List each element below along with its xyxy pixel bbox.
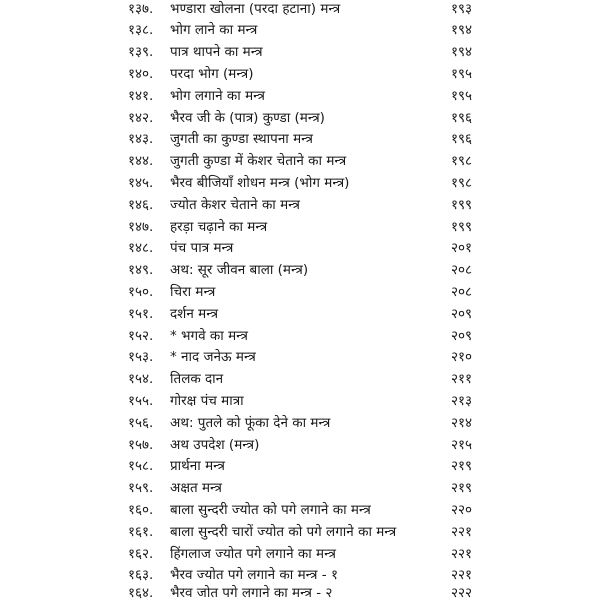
entry-number: १४३. (128, 131, 154, 148)
entry-page: २१३ (450, 392, 472, 409)
entry-number: १५४. (128, 371, 154, 388)
entry-title: प्रार्थना मन्त्र (170, 458, 225, 475)
entry-page: २१९ (450, 458, 472, 475)
entry-page: १९५ (450, 65, 472, 82)
entry-title: गोरक्ष पंच मात्रा (170, 392, 244, 409)
toc-row (0, 477, 600, 498)
entry-page: २०९ (450, 305, 472, 322)
entry-page: १९४ (450, 22, 472, 39)
entry-number: १४६. (128, 196, 154, 213)
toc-row (0, 346, 600, 367)
entry-number: १६०. (128, 501, 154, 518)
entry-page: २२१ (450, 567, 472, 584)
toc-row (0, 193, 600, 214)
toc-row (0, 128, 600, 149)
entry-page: १९८ (450, 153, 472, 170)
entry-title: बाला सुन्दरी ज्योत को पगे लगाने का मन्त्र (170, 501, 371, 518)
entry-number: १६२. (128, 545, 154, 562)
toc-row (0, 520, 600, 541)
entry-number: १४०. (128, 65, 154, 82)
entry-page: २०१ (450, 240, 472, 257)
entry-page: २१४ (450, 414, 472, 431)
entry-title: दर्शन मन्त्र (170, 305, 219, 322)
entry-number: १५०. (128, 283, 154, 300)
entry-number: १४८. (128, 240, 154, 257)
entry-title: भैरव बीजियाँ शोधन मन्त्र (भोग मन्त्र) (170, 174, 350, 191)
toc-row (0, 455, 600, 476)
entry-title: जुगती कुण्डा में केशर चेताने का मन्त्र (170, 153, 347, 170)
entry-number: १३७. (128, 0, 154, 17)
entry-page: १९९ (450, 218, 472, 235)
entry-page: २०९ (450, 327, 472, 344)
entry-number: १३८. (128, 22, 154, 39)
entry-title: हिंगलाज ज्योत पगे लगाने का मन्त्र (170, 545, 336, 562)
toc-row (0, 41, 600, 62)
entry-number: १४१. (128, 87, 154, 104)
toc-row (0, 564, 600, 585)
toc-row (0, 433, 600, 454)
entry-page: २२२ (450, 585, 472, 600)
entry-page: २११ (450, 371, 472, 388)
entry-number: १४४. (128, 153, 154, 170)
entry-title: हरड़ा चढ़ाने का मन्त्र (170, 218, 268, 235)
entry-page: २१९ (450, 480, 472, 497)
entry-page: १९५ (450, 87, 472, 104)
entry-title: परदा भोग (मन्त्र) (170, 65, 254, 82)
toc-row (0, 411, 600, 432)
entry-number: १५१. (128, 305, 154, 322)
entry-page: १९६ (450, 131, 472, 148)
entry-title: ज्योत केशर चेताने का मन्त्र (170, 196, 301, 213)
toc-row (0, 280, 600, 301)
toc-row (0, 368, 600, 389)
entry-number: १६१. (128, 523, 154, 540)
entry-title: * भगवे का मन्त्र (170, 327, 248, 344)
entry-page: १९६ (450, 109, 472, 126)
toc-row (0, 259, 600, 280)
toc-row (0, 106, 600, 127)
toc-row (0, 0, 600, 18)
entry-title: जुगती का कुण्डा स्थापना मन्त्र (170, 131, 314, 148)
toc-row (0, 389, 600, 410)
entry-title: भैरव ज्योत पगे लगाने का मन्त्र - १ (170, 567, 338, 584)
entry-page: २०८ (450, 283, 472, 300)
entry-page: २१० (450, 349, 472, 366)
entry-page: २२० (450, 501, 472, 518)
toc-row (0, 215, 600, 236)
entry-number: १४५. (128, 174, 154, 191)
entry-page: १९३ (450, 0, 472, 17)
entry-number: १५६. (128, 414, 154, 431)
entry-page: २१५ (450, 436, 472, 453)
entry-page: २२१ (450, 545, 472, 562)
entry-title: भोग लाने का मन्त्र (170, 22, 258, 39)
entry-title: तिलक दान (170, 371, 224, 388)
entry-number: १५५. (128, 392, 154, 409)
toc-row (0, 171, 600, 192)
entry-title: चिरा मन्त्र (170, 283, 216, 300)
toc-row (0, 19, 600, 40)
entry-number: १५७. (128, 436, 154, 453)
entry-title: पंच पात्र मन्त्र (170, 240, 234, 257)
entry-number: १४९. (128, 262, 154, 279)
entry-page: १९८ (450, 174, 472, 191)
toc-row (0, 302, 600, 323)
entry-number: १५९. (128, 480, 154, 497)
entry-number: १४२. (128, 109, 154, 126)
entry-title: अथ: पुतले को फूंका देने का मन्त्र (170, 414, 331, 431)
entry-number: १५८. (128, 458, 154, 475)
entry-number: १३९. (128, 44, 154, 61)
toc-row (0, 84, 600, 105)
entry-number: १४७. (128, 218, 154, 235)
entry-page: २०८ (450, 262, 472, 279)
entry-title: भण्डारा खोलना (परदा हटाना) मन्त्र (170, 0, 341, 17)
entry-title: भैरव जी के (पात्र) कुण्डा (मन्त्र) (170, 109, 325, 126)
entry-title: अक्षत मन्त्र (170, 480, 222, 497)
entry-title: पात्र थापने का मन्त्र (170, 44, 263, 61)
toc-row (0, 542, 600, 563)
entry-title: भैरव जोत पगे लगाने का मन्त्र - २ (170, 585, 333, 600)
toc-row (0, 498, 600, 519)
entry-title: अथ उपदेश (मन्त्र) (170, 436, 260, 453)
toc-row (0, 150, 600, 171)
entry-page: २२१ (450, 523, 472, 540)
entry-number: १६४. (128, 585, 154, 600)
entry-page: १९९ (450, 196, 472, 213)
toc-row (0, 324, 600, 345)
entry-title: बाला सुन्दरी चारों ज्योत को पगे लगाने का मन्त्र (170, 523, 397, 540)
entry-title: भोग लगाने का मन्त्र (170, 87, 265, 104)
toc-row (0, 583, 600, 600)
entry-title: * नाद जनेऊ मन्त्र (170, 349, 256, 366)
entry-page: १९४ (450, 44, 472, 61)
toc-row (0, 62, 600, 83)
toc-row (0, 237, 600, 258)
entry-number: १५२. (128, 327, 154, 344)
entry-title: अथ: सूर जीवन बाला (मन्त्र) (170, 262, 309, 279)
entry-number: १५३. (128, 349, 154, 366)
entry-number: १६३. (128, 567, 154, 584)
